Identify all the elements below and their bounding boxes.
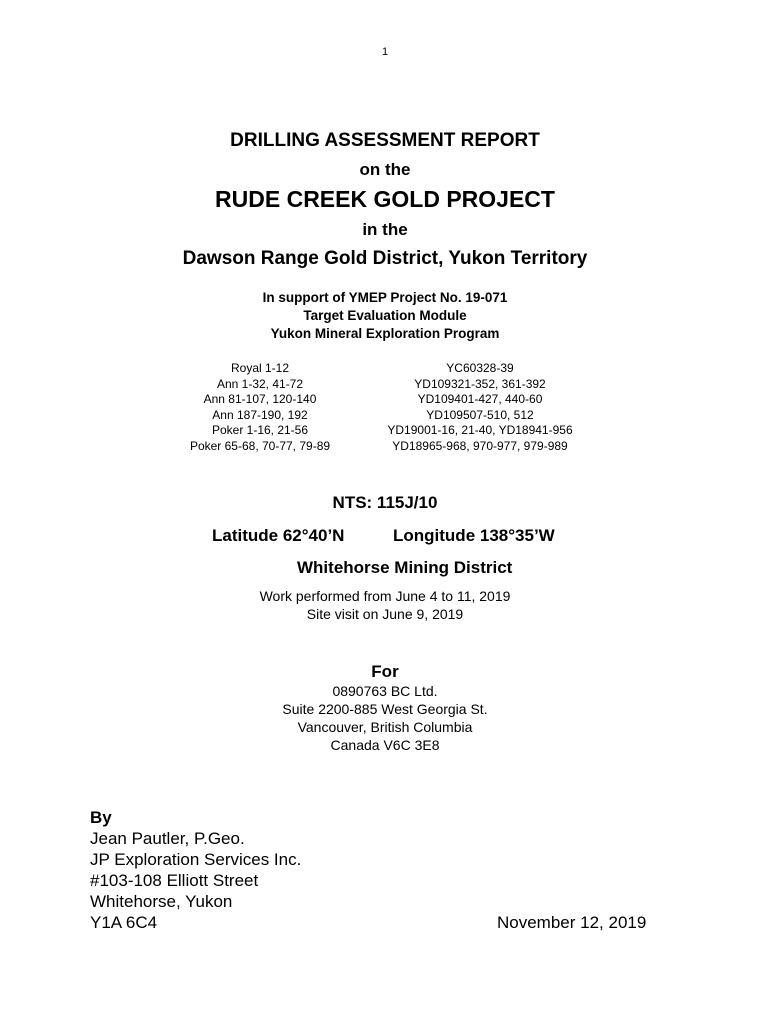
support-line2: Target Evaluation Module — [303, 308, 467, 323]
client-heading: For — [371, 662, 399, 681]
author-heading: By — [90, 808, 112, 827]
author-street: #103-108 Elliott Street — [90, 871, 259, 890]
author-city: Whitehorse, Yukon — [90, 892, 233, 911]
support-line1: In support of YMEP Project No. 19-071 — [262, 290, 508, 305]
claim-name: Poker 65-68, 70-77, 79-89 — [189, 438, 331, 453]
claim-name: Ann 1-32, 41-72 — [216, 376, 304, 391]
client-address-line2: Vancouver, British Columbia — [297, 719, 473, 735]
report-title-line2: on the — [359, 160, 411, 179]
claim-name: Poker 1-16, 21-56 — [211, 423, 309, 437]
author-postal-code: Y1A 6C4 — [90, 913, 158, 932]
latitude: Latitude 62°40’N — [212, 526, 345, 545]
claim-number: YD19001-16, 21-40, YD18941-956 — [387, 423, 573, 437]
claim-name: Ann 81-107, 120-140 — [203, 392, 317, 406]
claim-name: Royal 1-12 — [230, 361, 290, 375]
author-company: JP Exploration Services Inc. — [90, 850, 302, 869]
report-title-line1: DRILLING ASSESSMENT REPORT — [230, 130, 540, 151]
longitude: Longitude 138°35’W — [393, 526, 555, 545]
report-date: November 12, 2019 — [497, 913, 647, 932]
mining-district: Whitehorse Mining District — [297, 558, 513, 577]
page-number: 1 — [381, 46, 389, 58]
district-title: Dawson Range Gold District, Yukon Territory — [182, 248, 588, 269]
claim-number: YD18965-968, 970-977, 979-989 — [392, 438, 568, 453]
support-line3: Yukon Mineral Exploration Program — [270, 326, 500, 341]
project-name: RUDE CREEK GOLD PROJECT — [215, 186, 555, 212]
claim-number: YC60328-39 — [446, 361, 514, 375]
claim-number: YD109507-510, 512 — [426, 407, 534, 422]
report-title-line4: in the — [362, 220, 408, 239]
work-performed: Work performed from June 4 to 11, 2019 — [259, 588, 511, 604]
claim-number: YD109321-352, 361-392 — [414, 376, 546, 391]
client-address-line1: Suite 2200-885 West Georgia St. — [282, 701, 488, 717]
client-address-line3: Canada V6C 3E8 — [330, 737, 440, 753]
nts-number: NTS: 115J/10 — [332, 493, 438, 512]
claim-number: YD109401-427, 440-60 — [417, 392, 543, 406]
claim-name: Ann 187-190, 192 — [212, 407, 308, 422]
site-visit: Site visit on June 9, 2019 — [306, 606, 464, 622]
author-name: Jean Pautler, P.Geo. — [90, 829, 245, 848]
claim-numbers-column — [370, 361, 590, 454]
client-name: 0890763 BC Ltd. — [332, 683, 438, 699]
claim-names-column — [180, 361, 340, 454]
